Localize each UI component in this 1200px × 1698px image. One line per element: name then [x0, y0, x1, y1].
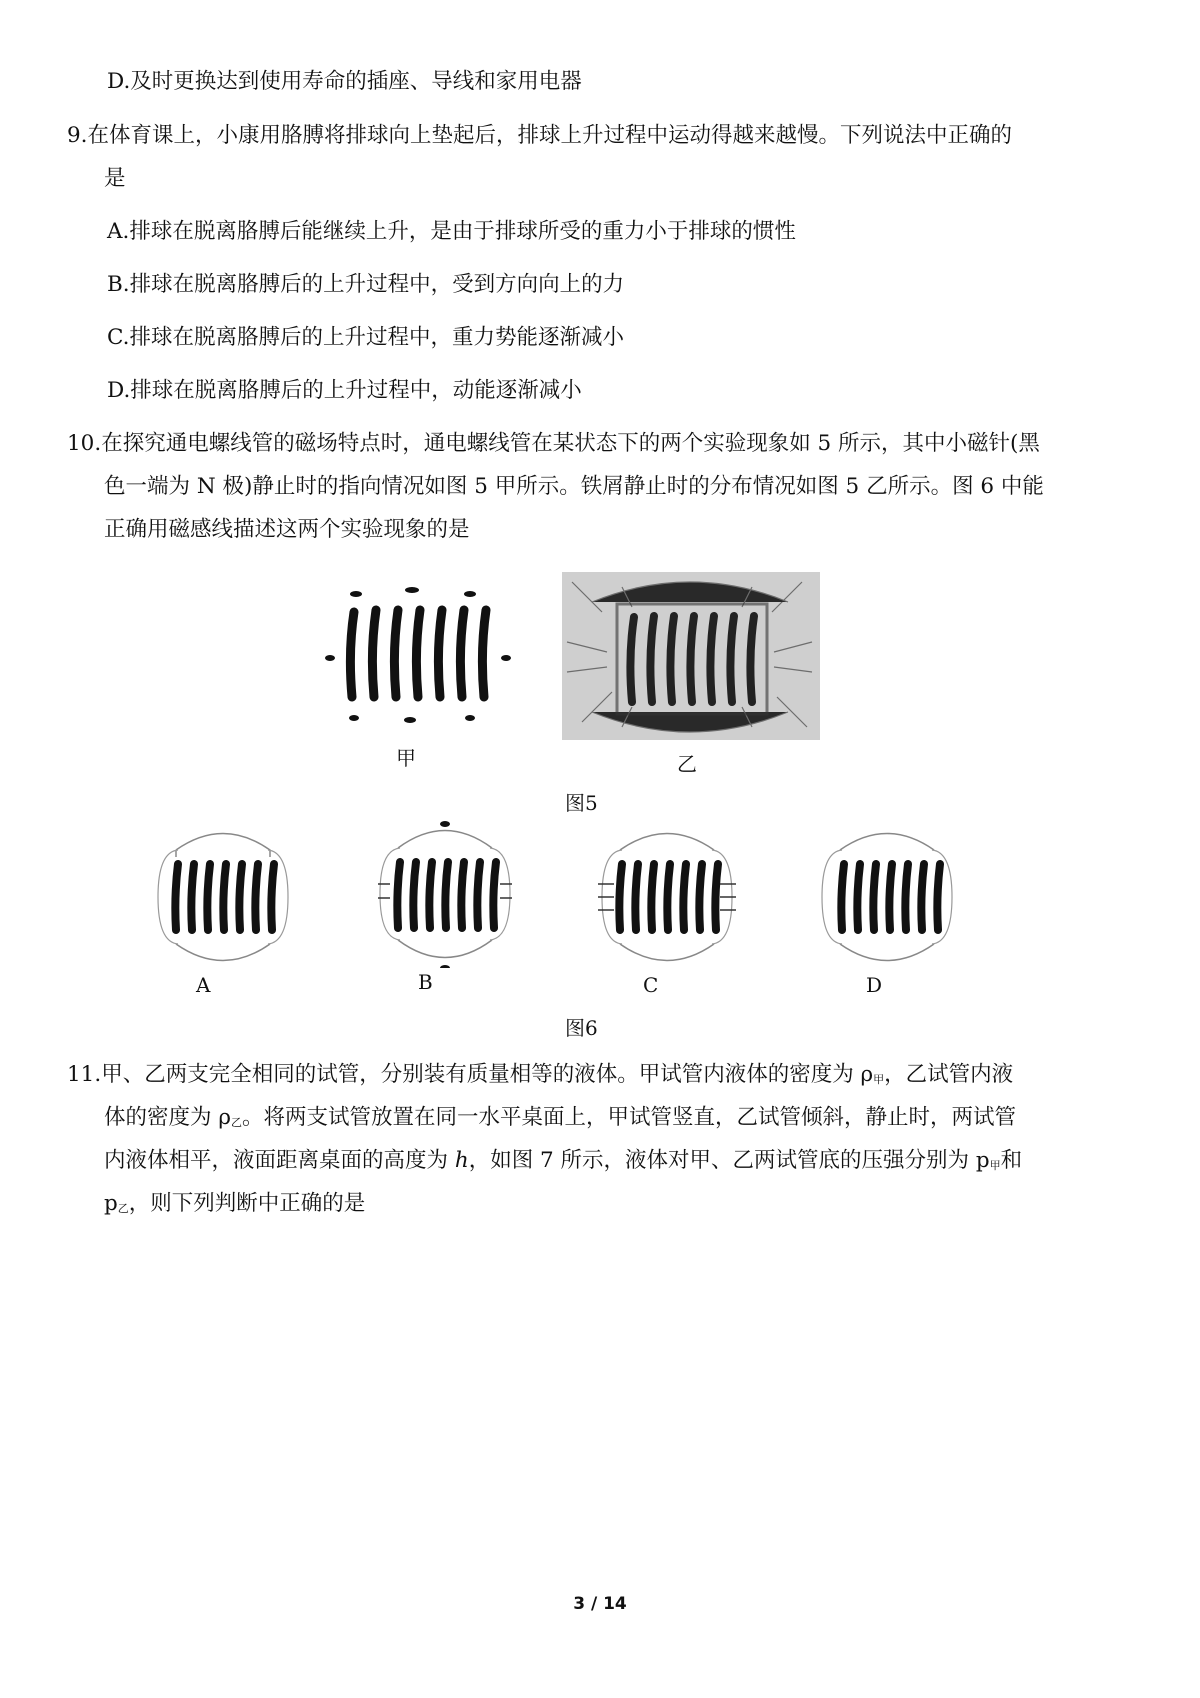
figure6-label-b: B [418, 970, 433, 994]
q9-option-b: B.排球在脱离胳膊后的上升过程中，受到方向向上的力 [107, 272, 625, 297]
q11-line4-subscript: 乙 [117, 1202, 129, 1215]
q11-line2-text-b: 。将两支试管放置在同一水平桌面上，甲试管竖直，乙试管倾斜，静止时，两试管 [241, 1105, 1016, 1130]
figure5-jia-solenoid-compass [320, 572, 530, 742]
q11-line4-text-b: ，则下列判断中正确的是 [128, 1191, 366, 1216]
q11-stem-line1 [67, 1062, 1013, 1088]
figure5-caption: 图5 [565, 791, 598, 815]
q9-option-c: C.排球在脱离胳膊后的上升过程中，重力势能逐渐减小 [107, 325, 625, 350]
figure6-option-c-diagram [592, 822, 742, 972]
q9-stem-line1: 9.在体育课上，小康用胳膊将排球向上垫起后，排球上升过程中运动得越来越慢。下列说法中正确的 [67, 123, 1013, 148]
figure6-caption: 图6 [565, 1016, 598, 1040]
q10-stem-line3: 正确用磁感线描述这两个实验现象的是 [104, 517, 470, 542]
q9-option-a: A.排球在脱离胳膊后能继续上升，是由于排球所受的重力小于排球的惯性 [107, 219, 796, 244]
figure6-label-c: C [643, 973, 659, 997]
q9-stem-line2: 是 [104, 166, 126, 191]
q11-stem-line4 [104, 1191, 365, 1217]
figure5-label-jia: 甲 [396, 746, 416, 770]
q11-line4-text-a: p [104, 1191, 118, 1216]
q11-stem-line3 [104, 1148, 1022, 1174]
q11-line2-text-a: 体的密度为 ρ [104, 1105, 231, 1130]
page-number: 3 / 14 [573, 1594, 627, 1614]
q8-option-d: D.及时更换达到使用寿命的插座、导线和家用电器 [107, 69, 582, 94]
q11-line3-text-a: 内液体相平，液面距离桌面的高度为 [104, 1148, 455, 1173]
q9-option-d: D.排球在脱离胳膊后的上升过程中，动能逐渐减小 [107, 378, 582, 403]
q11-line1-text-b: ，乙试管内液 [884, 1062, 1014, 1087]
q11-line3-subscript: 甲 [989, 1159, 1001, 1172]
figure6-label-d: D [866, 973, 883, 997]
q11-line2-subscript: 乙 [230, 1116, 242, 1129]
q11-line1-subscript: 甲 [873, 1073, 885, 1086]
q10-stem-line2: 色一端为 N 极)静止时的指向情况如图 5 甲所示。铁屑静止时的分布情况如图 5 乙所示。图 6 中能 [104, 474, 1044, 499]
q11-line1-text-a: 11.甲、乙两支完全相同的试管，分别装有质量相等的液体。甲试管内液体的密度为 ρ [67, 1062, 874, 1087]
q11-line3-text-b: ，如图 7 所示，液体对甲、乙两试管底的压强分别为 p [468, 1148, 990, 1173]
figure6-option-a-diagram [148, 822, 298, 972]
q11-line3-text-c: 和 [1000, 1148, 1023, 1173]
q11-line3-height-symbol: h [454, 1148, 469, 1173]
q10-stem-line1: 10.在探究通电螺线管的磁场特点时，通电螺线管在某状态下的两个实验现象如 5 所示，其中小磁针(黑 [67, 431, 1040, 456]
figure6-label-a: A [196, 973, 211, 997]
figure6-option-d-diagram [812, 822, 962, 972]
figure5-yi-iron-filings [562, 572, 820, 740]
figure6-option-b-diagram [370, 818, 520, 968]
q11-stem-line2 [104, 1105, 1016, 1131]
figure5-label-yi: 乙 [677, 752, 697, 776]
